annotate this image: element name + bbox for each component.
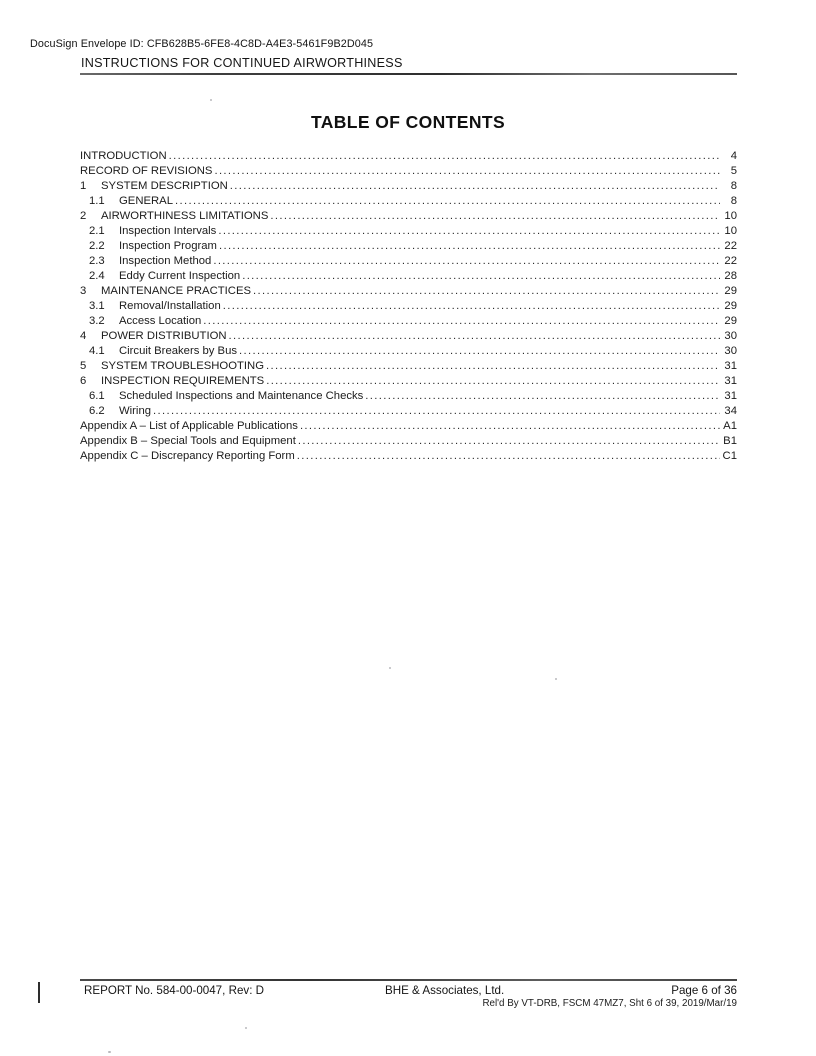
toc-entry-page: 31	[724, 360, 737, 372]
scan-speck	[108, 1051, 111, 1053]
toc-dot-leader	[266, 374, 720, 389]
toc-entry-number: 2	[80, 210, 87, 222]
toc-entry-label: POWER DISTRIBUTION	[101, 330, 227, 342]
toc-entry	[80, 419, 737, 434]
toc-entry-label: Appendix C – Discrepancy Reporting Form	[80, 450, 295, 462]
toc-entry-number: 2.3	[89, 255, 105, 267]
toc-entry	[80, 299, 737, 314]
toc-entry	[80, 314, 737, 329]
footer-company-name: BHE & Associates, Ltd.	[385, 984, 505, 997]
toc-dot-leader	[169, 149, 720, 164]
toc-title: TABLE OF CONTENTS	[310, 112, 506, 132]
toc-entry-label: Eddy Current Inspection	[119, 270, 241, 282]
toc-entry-number: 1.1	[89, 195, 105, 207]
toc-dot-leader	[203, 314, 720, 329]
toc-entry-page: 28	[724, 270, 737, 282]
toc-dot-leader	[218, 224, 720, 239]
toc-entry	[80, 329, 737, 344]
toc-entry	[80, 389, 737, 404]
toc-dot-leader	[239, 344, 720, 359]
toc-entry-label: Scheduled Inspections and Maintenance Checks	[119, 390, 364, 402]
toc-entry-page: 22	[724, 255, 737, 267]
toc-entry-label: AIRWORTHINESS LIMITATIONS	[101, 210, 269, 222]
footer-rule	[80, 979, 737, 981]
toc-entry-page: 8	[730, 195, 737, 207]
toc-dot-leader	[230, 179, 720, 194]
toc-entry-page: 29	[724, 315, 737, 327]
toc-entry-page: 4	[730, 150, 737, 162]
toc-dot-leader	[298, 434, 720, 449]
toc-dot-leader	[266, 359, 720, 374]
toc-entry-label: INSPECTION REQUIREMENTS	[101, 375, 265, 387]
toc-entry-label: Removal/Installation	[119, 300, 221, 312]
toc-entry-number: 3	[80, 285, 87, 297]
toc-entry-page: 34	[724, 405, 737, 417]
toc-entry	[80, 224, 737, 239]
toc-dot-leader	[270, 209, 720, 224]
toc-entry-number: 6.2	[89, 405, 105, 417]
toc-entry-label: Inspection Method	[119, 255, 212, 267]
toc-entry-page: 31	[724, 375, 737, 387]
toc-entry-label: Inspection Program	[119, 240, 217, 252]
toc-entry	[80, 374, 737, 389]
toc-entry-number: 6	[80, 375, 87, 387]
toc-entry-label: Wiring	[119, 405, 152, 417]
toc-entry	[80, 149, 737, 164]
toc-entry	[80, 254, 737, 269]
toc-entry-page: C1	[722, 450, 737, 462]
toc-entry-number: 4.1	[89, 345, 105, 357]
toc-entry	[80, 449, 737, 464]
toc-entry-page: 31	[724, 390, 737, 402]
toc-entry-page: 10	[724, 225, 737, 237]
scan-speck	[245, 1027, 247, 1029]
toc-dot-leader	[214, 164, 720, 179]
toc-entry-page: 8	[730, 180, 737, 192]
toc-entry-label: Inspection Intervals	[119, 225, 217, 237]
toc-dot-leader	[242, 269, 720, 284]
toc-entry-page: 30	[724, 345, 737, 357]
toc-entry-page: 10	[724, 210, 737, 222]
toc-dot-leader	[297, 449, 720, 464]
footer-report-number: REPORT No. 584-00-0047, Rev: D	[84, 984, 265, 997]
toc-entry	[80, 434, 737, 449]
toc-entry-page: 30	[724, 330, 737, 342]
toc-entry	[80, 179, 737, 194]
toc-entry-label: MAINTENANCE PRACTICES	[101, 285, 252, 297]
toc-dot-leader	[300, 419, 720, 434]
header-rule	[80, 73, 737, 75]
toc-entry-number: 6.1	[89, 390, 105, 402]
document-header-title: INSTRUCTIONS FOR CONTINUED AIRWORTHINESS	[81, 56, 403, 70]
scan-speck	[389, 667, 391, 669]
toc-entry-number: 4	[80, 330, 87, 342]
toc-entry-number: 2.1	[89, 225, 105, 237]
toc-dot-leader	[229, 329, 720, 344]
toc-entry	[80, 194, 737, 209]
toc-entry-number: 3.1	[89, 300, 105, 312]
toc-dot-leader	[223, 299, 720, 314]
toc-entry-page: 5	[730, 165, 737, 177]
toc-entry-label: Circuit Breakers by Bus	[119, 345, 238, 357]
toc-entry-label: Access Location	[119, 315, 202, 327]
footer-release-info: Rel'd By VT-DRB, FSCM 47MZ7, Sht 6 of 39, 2019/Mar/19	[482, 998, 737, 1009]
toc-entry-label: SYSTEM DESCRIPTION	[101, 180, 228, 192]
docusign-envelope-id: DocuSign Envelope ID: CFB628B5-6FE8-4C8D-A4E3-5461F9B2D045	[30, 38, 374, 50]
toc-entry-page: 29	[724, 285, 737, 297]
toc-dot-leader	[219, 239, 720, 254]
revision-change-bar	[38, 982, 40, 1003]
toc-dot-leader	[153, 404, 720, 419]
toc-entry-label: SYSTEM TROUBLESHOOTING	[101, 360, 264, 372]
toc-entry	[80, 209, 737, 224]
toc-entry-label: RECORD OF REVISIONS	[80, 165, 213, 177]
toc-entry	[80, 269, 737, 284]
toc-entry	[80, 359, 737, 374]
toc-entry-label: GENERAL	[119, 195, 173, 207]
toc-dot-leader	[365, 389, 720, 404]
scan-speck	[555, 678, 557, 680]
toc-dot-leader	[175, 194, 720, 209]
toc-entry-page: 22	[724, 240, 737, 252]
toc-entry	[80, 164, 737, 179]
toc-dot-leader	[253, 284, 720, 299]
toc-entry-label: INTRODUCTION	[80, 150, 167, 162]
toc-entry-page: A1	[723, 420, 737, 432]
toc-entry-number: 2.2	[89, 240, 105, 252]
toc-entry	[80, 284, 737, 299]
toc-entry-page: B1	[723, 435, 737, 447]
toc-entry	[80, 344, 737, 359]
toc-list	[80, 149, 737, 464]
footer-page-number: Page 6 of 36	[671, 984, 737, 997]
toc-dot-leader	[213, 254, 720, 269]
scan-speck	[210, 99, 212, 101]
toc-entry	[80, 239, 737, 254]
toc-entry-label: Appendix A – List of Applicable Publications	[80, 420, 298, 432]
toc-entry-number: 2.4	[89, 270, 105, 282]
toc-entry	[80, 404, 737, 419]
toc-entry-label: Appendix B – Special Tools and Equipment	[80, 435, 296, 447]
toc-entry-page: 29	[724, 300, 737, 312]
toc-entry-number: 3.2	[89, 315, 105, 327]
toc-entry-number: 5	[80, 360, 87, 372]
toc-entry-number: 1	[80, 180, 87, 192]
